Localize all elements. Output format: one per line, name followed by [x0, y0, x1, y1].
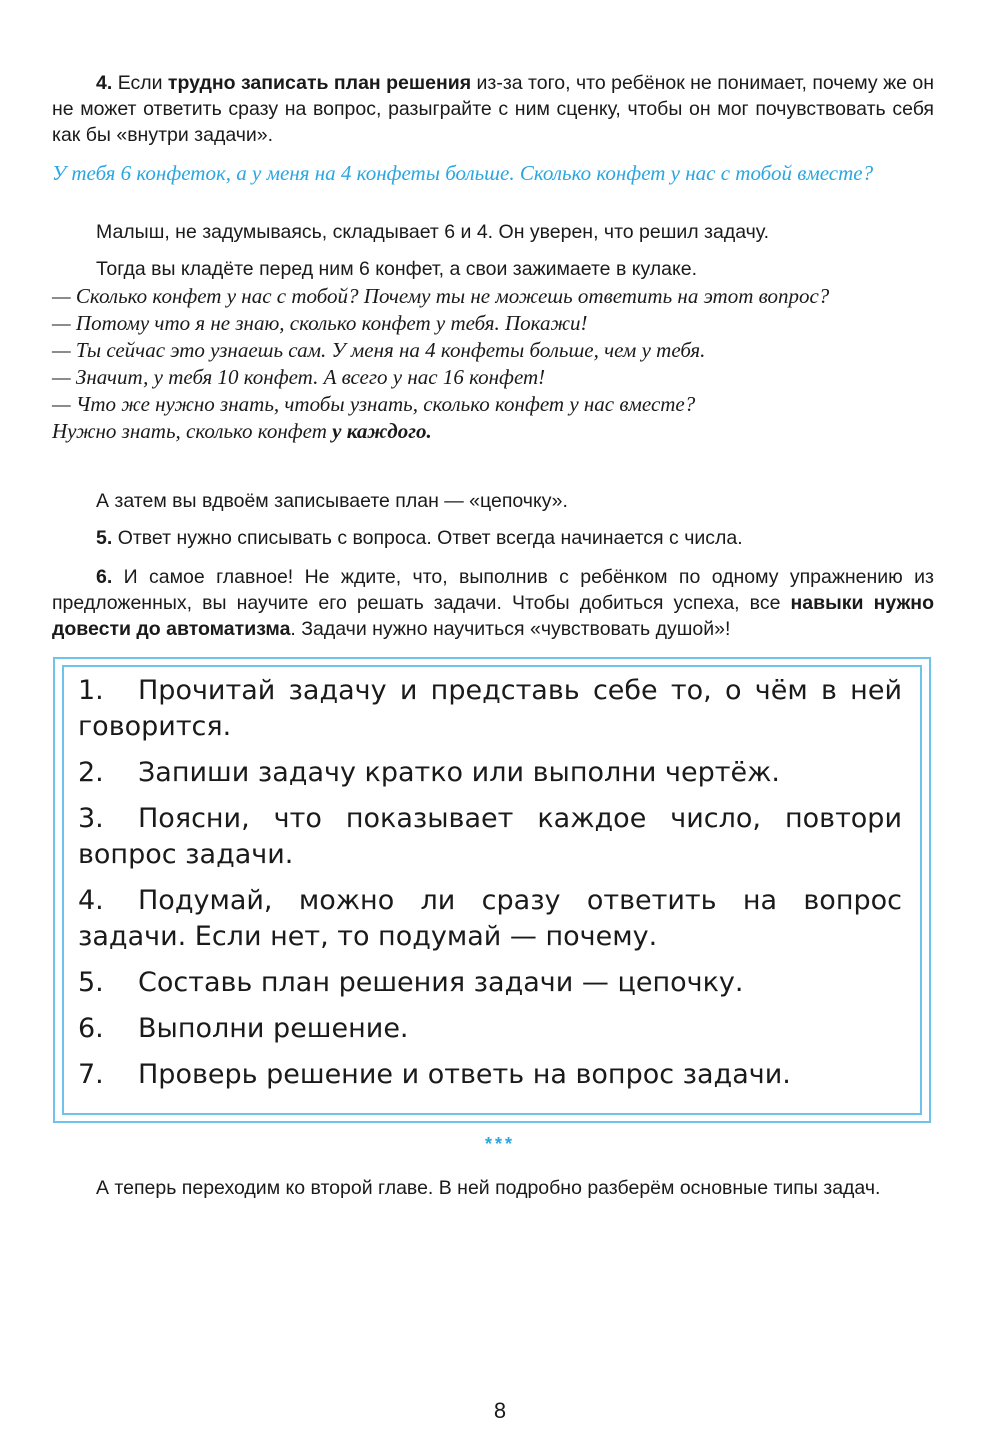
paragraph-5-text: Ответ нужно списывать с вопроса. Ответ всегда начинается с числа.: [117, 527, 743, 549]
rules-list: [78, 673, 902, 1103]
rule-item: [78, 755, 902, 791]
paragraph-baby: Малыш, не задумываясь, складывает 6 и 4. Он уверен, что решил задачу.: [96, 221, 770, 243]
dialog-line: — Потому что я не знаю, сколько конфет у тебя. Покажи!: [52, 311, 588, 335]
paragraph-then: Тогда вы кладёте перед ним 6 конфет, а свои зажимаете в кулаке.: [96, 258, 698, 280]
rule-text: Прочитай задачу и представь себе то, о чём в ней говорится.: [78, 675, 902, 742]
rule-item: [78, 1057, 902, 1093]
paragraph-4-text-end: из-за того, что ребёнок не понимает, почему же он не может ответить сразу на вопрос, разыграйте с ним сценку, чтобы он мог почувствовать себя как бы «внутри задачи».: [52, 72, 935, 146]
paragraph-6-text-end: . Задачи нужно научиться «чувствовать душой»!: [290, 618, 731, 640]
dialog-line: — Значит, у тебя 10 конфет. А всего у нас 16 конфет!: [52, 365, 546, 389]
rule-item: [78, 673, 902, 745]
rule-number: 1.: [78, 675, 104, 706]
page-number: 8: [493, 1398, 507, 1423]
rule-number: 5.: [78, 967, 104, 998]
paragraph-6-bold: навыки нужно довести до автоматизма: [52, 592, 934, 640]
paragraph-4-number: 4.: [96, 72, 113, 94]
dialog-last-bold: у каждого.: [332, 419, 432, 443]
rule-number: 3.: [78, 803, 104, 834]
paragraph-5: [52, 525, 934, 551]
paragraph-plan: А затем вы вдвоём записываете план — «цепочку».: [96, 490, 568, 512]
rule-text: Проверь решение и ответь на вопрос задачи.: [138, 1059, 791, 1090]
paragraph-6-text-start: И самое главное! Не ждите, что, выполнив с ребёнком по одному упражнению из предложенных, вы научите его решать задачи. Чтобы добиться успеха, все: [52, 566, 934, 614]
paragraph-6-number: 6.: [96, 566, 113, 588]
dialog-line: — Ты сейчас это узнаешь сам. У меня на 4 конфеты больше, чем у тебя.: [52, 338, 706, 362]
paragraph-6: [52, 564, 934, 642]
paragraph-5-number: 5.: [96, 527, 113, 549]
dialog-block: [52, 283, 934, 445]
rule-number: 7.: [78, 1059, 104, 1090]
rule-text: Запиши задачу кратко или выполни чертёж.: [138, 757, 780, 788]
rule-number: 2.: [78, 757, 104, 788]
rule-text: Выполни решение.: [138, 1013, 409, 1044]
example-task: У тебя 6 конфеток, а у меня на 4 конфеты больше. Сколько конфет у нас с тобой вместе?: [52, 161, 874, 185]
dialog-line: — Сколько конфет у нас с тобой? Почему ты не можешь ответить на этот вопрос?: [52, 284, 830, 308]
paragraph-4: [52, 70, 934, 148]
paragraph-4-text-start: Если: [117, 72, 163, 94]
closing-paragraph: А теперь переходим ко второй главе. В ней подробно разберём основные типы задач.: [96, 1177, 881, 1199]
rule-item: [78, 801, 902, 873]
rule-text: Составь план решения задачи — цепочку.: [138, 967, 744, 998]
rule-item: [78, 883, 902, 955]
paragraph-4-bold: трудно записать план решения: [167, 72, 472, 94]
dialog-last-text: Нужно знать, сколько конфет: [52, 419, 327, 443]
rule-text: Поясни, что показывает каждое число, повтори вопрос задачи.: [78, 803, 902, 870]
dialog-line: — Что же нужно знать, чтобы узнать, сколько конфет у нас вместе?: [52, 392, 696, 416]
rule-number: 4.: [78, 885, 104, 916]
dialog-line-last: [52, 418, 934, 445]
rule-number: 6.: [78, 1013, 104, 1044]
section-separator: ***: [484, 1134, 515, 1154]
rule-item: [78, 1011, 902, 1047]
rule-text: Подумай, можно ли сразу ответить на вопрос задачи. Если нет, то подумай — почему.: [78, 885, 902, 952]
rule-item: [78, 965, 902, 1001]
